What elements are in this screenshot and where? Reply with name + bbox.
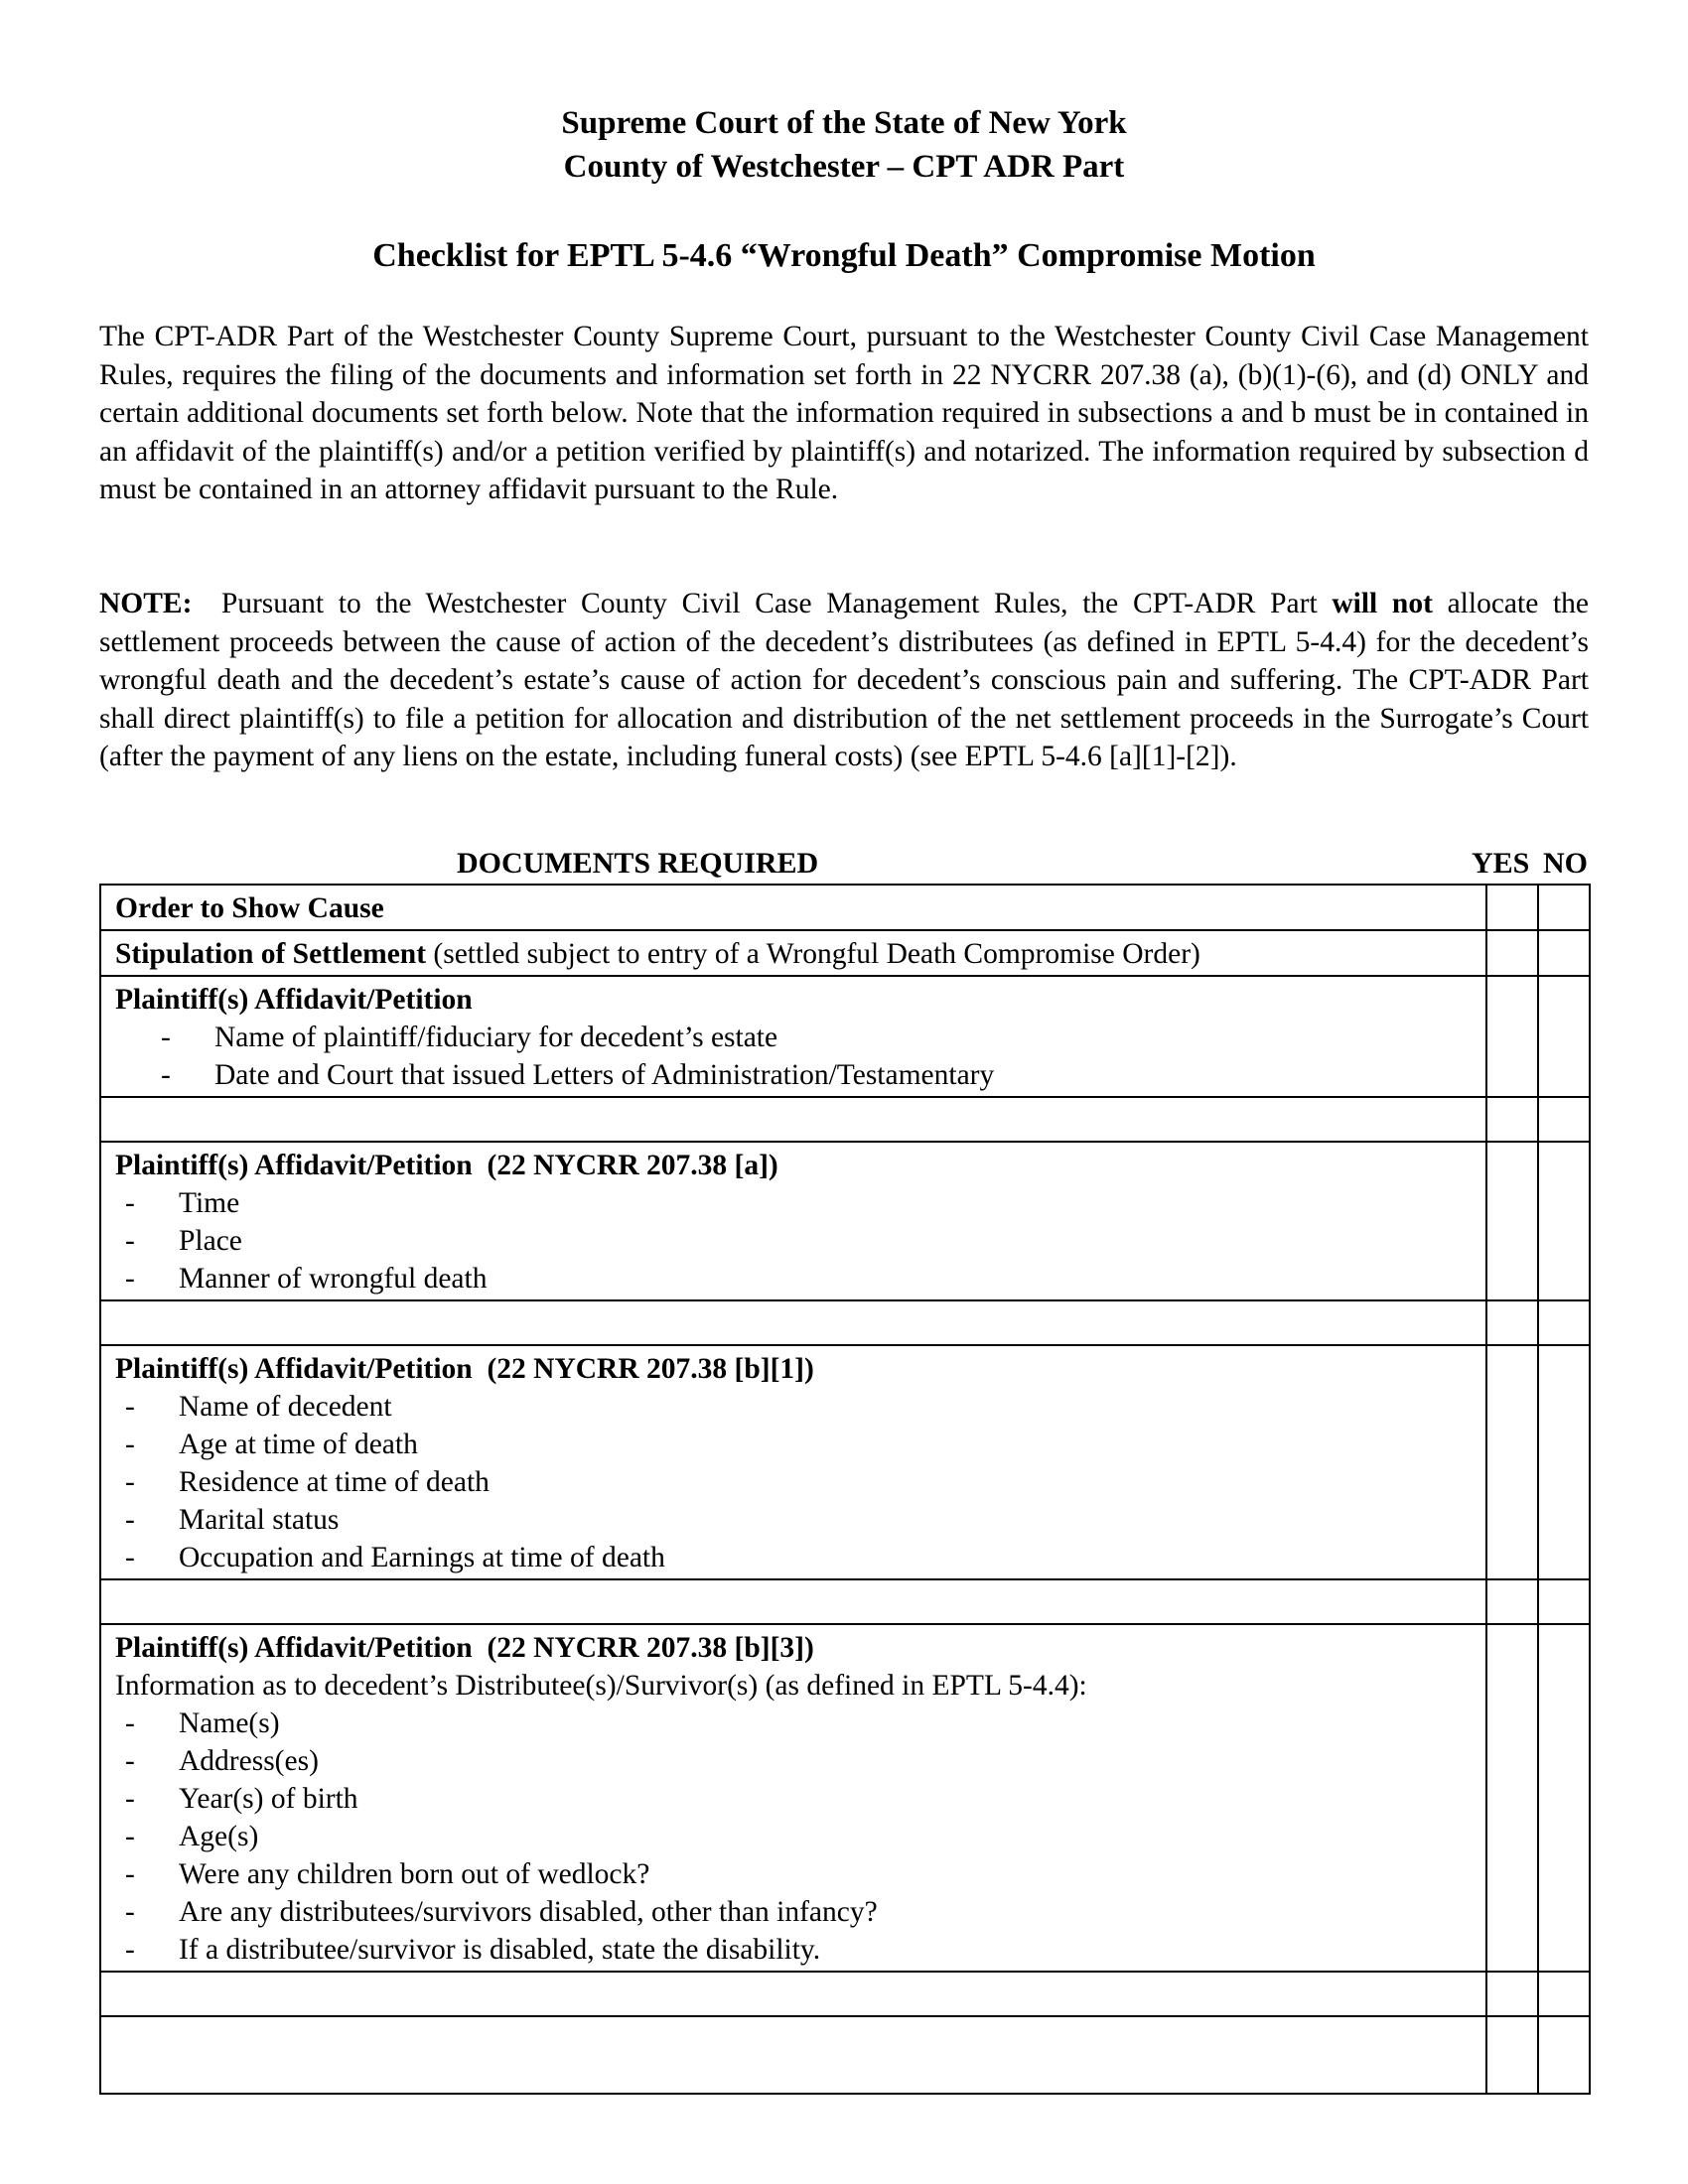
county-name: County of Westchester – CPT ADR Part [563, 149, 1125, 185]
checklist-item [100, 930, 1486, 976]
list-item-text: Year(s) of birth [179, 1783, 358, 1815]
no-checkbox[interactable] [1538, 1300, 1590, 1345]
no-checkbox[interactable] [1538, 1624, 1590, 1972]
list-item [115, 1893, 1472, 1931]
table-row [100, 885, 1590, 930]
list-item-text: Time [179, 1187, 240, 1219]
blank-cell [100, 1300, 1486, 1345]
blank-row [100, 1097, 1590, 1142]
note-paragraph [99, 585, 1589, 776]
intro-paragraph: The CPT-ADR Part of the Westchester County Supreme Court, pursuant to the Westchester County Civil Case Management Rules, requires the filing of the documents and information set forth in 22 NYCRR 207.38 (a), (b)(1)-(6), and (d) ONLY and certain additional documents set forth below. Note that the information required in subsections a and b must be in contained in an affidavit of the plaintiff(s) and/or a petition verified by plaintiff(s) and notarized. The information required by subsection d must be contained in an attorney affidavit pursuant to the Rule. [99, 321, 1589, 505]
yes-checkbox[interactable] [1486, 976, 1538, 1097]
sub-item-list [115, 1019, 1472, 1094]
list-item-text: Name of decedent [179, 1391, 392, 1423]
list-item [115, 1818, 1472, 1855]
yes-checkbox[interactable] [1486, 885, 1538, 930]
checklist-item [100, 1142, 1486, 1300]
yes-column-heading: YES [1472, 847, 1530, 880]
list-item-text: Date and Court that issued Letters of Administration/Testamentary [214, 1059, 995, 1091]
section-title: Plaintiff(s) Affidavit/Petition (22 NYCRR 207.38 [a]) [115, 1150, 778, 1181]
list-item [115, 1539, 1472, 1576]
dash-marker: - [125, 1858, 135, 1890]
yes-checkbox[interactable] [1486, 1097, 1538, 1142]
no-checkbox[interactable] [1538, 1579, 1590, 1624]
sub-item-list [115, 1388, 1472, 1576]
documents-checklist-table [99, 884, 1591, 2095]
list-item-text: Name(s) [179, 1707, 280, 1739]
no-checkbox[interactable] [1538, 2016, 1590, 2094]
yes-checkbox[interactable] [1486, 2016, 1538, 2094]
list-item-text: Name of plaintiff/fiduciary for decedent’s estate [214, 1022, 778, 1053]
dash-marker: - [125, 1504, 135, 1536]
no-checkbox[interactable] [1538, 976, 1590, 1097]
yes-checkbox[interactable] [1486, 1300, 1538, 1345]
no-checkbox[interactable] [1538, 1972, 1590, 2016]
dash-marker: - [161, 1022, 171, 1053]
no-column-heading: NO [1543, 847, 1588, 880]
no-checkbox[interactable] [1538, 930, 1590, 976]
dash-marker: - [161, 1059, 171, 1091]
no-checkbox[interactable] [1538, 1345, 1590, 1579]
blank-row [100, 1579, 1590, 1624]
note-text-before: Pursuant to the Westchester County Civil Case Management Rules, the CPT-ADR Part [220, 588, 1318, 619]
section-title: Plaintiff(s) Affidavit/Petition (22 NYCRR 207.38 [b][3]) [115, 1632, 814, 1664]
section-title: Stipulation of Settlement [115, 938, 427, 970]
blank-cell [100, 1972, 1486, 2016]
yes-checkbox[interactable] [1486, 930, 1538, 976]
table-row [100, 1345, 1590, 1579]
list-item-text: Residence at time of death [179, 1466, 490, 1498]
list-item [115, 1705, 1472, 1742]
note-text-after: allocate the settlement proceeds between the cause of action of the decedent’s distributees (as defined in EPTL 5-4.4) for the decedent’s wrongful death and the decedent’s estate’s cause of action for decedent’s conscious pain and suffering. The CPT-ADR Part shall direct plaintiff(s) to file a petition for allocation and distribution of the net settlement proceeds in the Surrogate’s Court (after the payment of any liens on the estate, including funeral costs) (see EPTL 5-4.6 [a][1]-[2]). [99, 588, 1590, 772]
note-emphasis: will not [1332, 588, 1433, 619]
section-title: Plaintiff(s) Affidavit/Petition (22 NYCRR 207.38 [b][1]) [115, 1353, 814, 1385]
checklist-item [100, 1624, 1486, 1972]
list-item-text: Manner of wrongful death [179, 1263, 488, 1295]
table-row [100, 930, 1590, 976]
blank-row [100, 2016, 1590, 2094]
dash-marker: - [125, 1745, 135, 1777]
list-item [115, 1056, 1472, 1094]
documents-required-heading: DOCUMENTS REQUIRED [457, 847, 819, 880]
section-title: Order to Show Cause [115, 892, 384, 924]
checklist-item [100, 1345, 1486, 1579]
dash-marker: - [125, 1934, 135, 1966]
list-item-text: Place [179, 1225, 242, 1257]
no-checkbox[interactable] [1538, 1142, 1590, 1300]
dash-marker: - [125, 1187, 135, 1219]
table-row [100, 1142, 1590, 1300]
list-item [115, 1501, 1472, 1539]
no-checkbox[interactable] [1538, 1097, 1590, 1142]
section-intro: Information as to decedent’s Distributee(s)/Survivor(s) (as defined in EPTL 5-4.4): [115, 1670, 1087, 1702]
list-item-text: Were any children born out of wedlock? [179, 1858, 650, 1890]
list-item [115, 1184, 1472, 1222]
dash-marker: - [125, 1263, 135, 1295]
blank-row [100, 1300, 1590, 1345]
blank-cell [100, 2016, 1486, 2094]
list-item [115, 1463, 1472, 1501]
list-item [115, 1931, 1472, 1969]
yes-checkbox[interactable] [1486, 1142, 1538, 1300]
list-item-text: Age(s) [179, 1821, 259, 1852]
list-item [115, 1855, 1472, 1893]
list-item [115, 1019, 1472, 1056]
dash-marker: - [125, 1391, 135, 1423]
list-item-text: Address(es) [179, 1745, 319, 1777]
list-item-text: Are any distributees/survivors disabled, other than infancy? [179, 1896, 878, 1928]
list-item [115, 1222, 1472, 1260]
list-item-text: Age at time of death [179, 1429, 418, 1460]
blank-cell [100, 1579, 1486, 1624]
section-title: Plaintiff(s) Affidavit/Petition [115, 984, 473, 1016]
blank-row [100, 1972, 1590, 2016]
list-item [115, 1780, 1472, 1818]
checklist-item [100, 885, 1486, 930]
no-checkbox[interactable] [1538, 885, 1590, 930]
dash-marker: - [125, 1429, 135, 1460]
list-item [115, 1388, 1472, 1426]
note-label: NOTE: [99, 588, 193, 619]
yes-checkbox[interactable] [1486, 1345, 1538, 1579]
dash-marker: - [125, 1896, 135, 1928]
yes-checkbox[interactable] [1486, 1624, 1538, 1972]
checklist-item [100, 976, 1486, 1097]
list-item [115, 1426, 1472, 1463]
list-item [115, 1260, 1472, 1297]
sub-item-list [115, 1184, 1472, 1297]
list-item-text: If a distributee/survivor is disabled, state the disability. [179, 1934, 821, 1966]
document-title: Checklist for EPTL 5-4.6 “Wrongful Death” Compromise Motion [372, 237, 1316, 274]
dash-marker: - [125, 1542, 135, 1573]
list-item-text: Occupation and Earnings at time of death [179, 1542, 665, 1573]
table-row [100, 976, 1590, 1097]
dash-marker: - [125, 1225, 135, 1257]
sub-item-list [115, 1705, 1472, 1969]
section-description: (settled subject to entry of a Wrongful Death Compromise Order) [433, 938, 1200, 970]
dash-marker: - [125, 1783, 135, 1815]
blank-cell [100, 1097, 1486, 1142]
table-row [100, 1624, 1590, 1972]
dash-marker: - [125, 1821, 135, 1852]
list-item-text: Marital status [179, 1504, 340, 1536]
yes-checkbox[interactable] [1486, 1972, 1538, 2016]
yes-checkbox[interactable] [1486, 1579, 1538, 1624]
court-name: Supreme Court of the State of New York [561, 105, 1127, 141]
dash-marker: - [125, 1707, 135, 1739]
dash-marker: - [125, 1466, 135, 1498]
list-item [115, 1742, 1472, 1780]
